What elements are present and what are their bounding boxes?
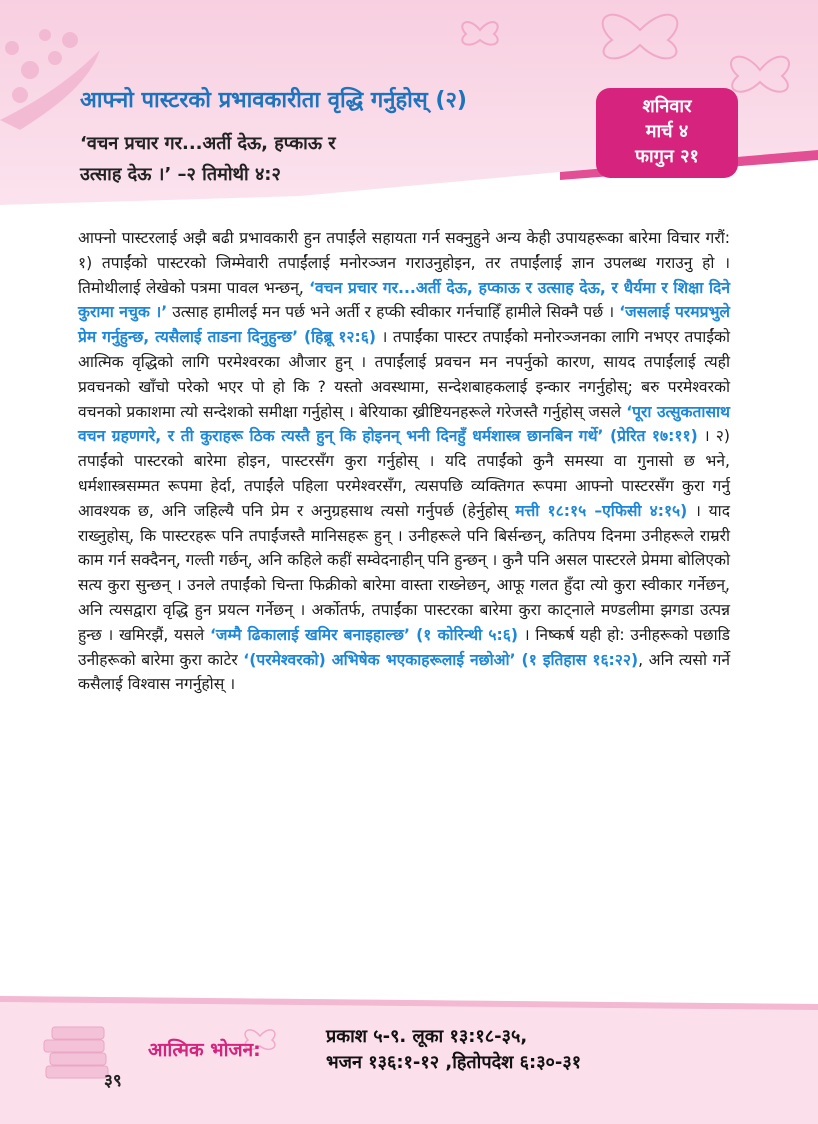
scripture-quote: ‘पूरा उत्सुकतासाथ वचन ग्रहणगरे, र ती कुराहरू ठिक त्यस्तै हुन् कि होइनन् भनी दिनहुँ धर्मशास्त्र छानबिन गर्थे’ (प्रेरित १७:११) <box>78 402 731 446</box>
page-title: आफ्नो पास्टरको प्रभावकारीता वृद्धि गर्नुहोस् (२) <box>80 88 467 113</box>
scripture-quote: मत्ती १८:१५ –एफिसी ४:१५) <box>515 501 688 520</box>
scripture-quote: ‘(परमेश्वरको) अभिषेक भएकाहरूलाई नछोओ’ (१ इतिहास १६:२२) <box>243 650 639 669</box>
key-verse-line-1: ‘वचन प्रचार गर...अर्ती देऊ, हप्काऊ र <box>80 133 336 154</box>
body-text-segment: उत्साह हामीलई मन पर्छ भने अर्ती र हप्की स्वीकार गर्नचाहिँ हामीले सिक्नै पर्छ । <box>167 303 620 322</box>
scripture-quote: ‘जम्मै ढिकालाई खमिर बनाइहाल्छ’ (१ कोरिन्थी ५:६) <box>209 625 518 644</box>
key-verse-line-2: उत्साह देऊ ।’ –२ तिमोथी ४:२ <box>80 164 281 185</box>
reading-references-line-2: भजन १३६:१-१२ ,हितोपदेश ६:३०-३१ <box>326 1052 582 1073</box>
date-nepali: फागुन २१ <box>635 146 699 167</box>
body-text-segment: आफ्नो पास्टरलाई अझै बढी प्रभावकारी हुन तपाईंले सहायता गर्न सक्नुहुने अन्य केही उपायहरूका बारेमा विचार गरौं: १) तपाईंको पास्टरको जिम्मेवारी तपाईंलाई मनोरञ्जन गराउनुहोइन, तर तपाईंलाई ज्ञान उपलब्ध गराउनु हो । तिमोथीलाई लेखेको पत्रमा पावल भन्छन्, <box>78 229 730 297</box>
key-verse <box>80 128 480 190</box>
body-text-segment: । निष्कर्ष यही हो: उनीहरूको पछाडि उनीहरूको बारेमा कुरा काटेर <box>78 625 731 669</box>
date-badge <box>596 88 738 178</box>
spiritual-food-references <box>326 1024 746 1076</box>
page-number: ३९ <box>104 1071 122 1091</box>
date-day: शनिवार <box>642 96 692 117</box>
body-text-segment: , अनि त्यसो गर्ने कसैलाई विश्वास नगर्नुहोस् । <box>78 650 731 694</box>
scripture-quote: ‘जसलाई परमप्रभुले प्रेम गर्नुहुन्छ, त्यसैलाई ताडना दिनुहुन्छ’ (हिब्रू १२:६) <box>78 303 731 347</box>
date-english: मार्च ४ <box>645 121 689 142</box>
body-text-segment: । याद राख्नुहोस्, कि पास्टरहरू पनि तपाईंजस्तै मानिसहरू हुन् । उनीहरूले पनि बिर्सन्छन्, कतिपय दिनमा उनीहरूले राम्ररी काम गर्न सक्दैनन्, गल्ती गर्छन्, अनि कहिले कहीं सम्वेदनाहीन् पनि हुन्छन् । कुनै पनि असल पास्टरले प्रेममा बोलिएको सत्य कुरा सुन्छन् । उनले तपाईंको चिन्ता फिक्रीको बारेमा वास्ता राख्नेछन्, आफू गलत हुँदा त्यो कुरा स्वीकार गर्नेछन्, अनि त्यसद्वारा वृद्धि हुन प्रयत्न गर्नेछन् । अर्कोतर्फ, तपाईंका पास्टरका बारेमा कुरा काट्नाले मण्डलीमा झगडा उत्पन्न हुन्छ । खमिरझैं, यसले <box>78 501 730 644</box>
devotional-body <box>78 226 730 697</box>
reading-references-line-1: प्रकाश ५-९. लूका १३:१८-३५, <box>326 1026 528 1047</box>
scripture-quote: ‘वचन प्रचार गर...अर्ती देऊ, हप्काऊ र उत्साह देऊ, र धैर्यमा र शिक्षा दिने कुरामा नचुक ।’ <box>78 278 730 322</box>
body-text-segment: । तपाईंका पास्टर तपाईंको मनोरञ्जनका लागि नभएर तपाईंको आत्मिक वृद्धिको लागि परमेश्वरका औजार हुन् । तपाईंलाई प्रवचन मन नपर्नुको कारण, सायद तपाईंलाई त्यही प्रवचनको खाँचो परेको भएर पो हो कि ? यस्तो अवस्थामा, सन्देशबाहकलाई इन्कार नगर्नुहोस्; बरु परमेश्वरको वचनको प्रकाशमा त्यो सन्देशको समीक्षा गर्नुहोस् । बेरियाका ख्रीष्टियनहरूले गरेजस्तै गर्नुहोस् जसले <box>78 328 730 421</box>
body-text-segment: । २) तपाईंको पास्टरको बारेमा होइन, पास्टरसँग कुरा गर्नुहोस् । यदि तपाईंको कुनै समस्या वा गुनासो छ भने, धर्मशास्त्रसम्मत रूपमा हेर्दा, तपाईंले पहिला परमेश्वरसँग, त्यसपछि व्यक्तिगत रूपमा आफ्नो पास्टरसँग कुरा गर्नु आवश्यक छ, अनि जहिल्यै पनि प्रेम र अनुग्रहसाथ त्यसो गर्नुपर्छ (हेर्नुहोस् <box>78 427 730 520</box>
spiritual-food-label: आत्मिक भोजन: <box>148 1039 261 1061</box>
